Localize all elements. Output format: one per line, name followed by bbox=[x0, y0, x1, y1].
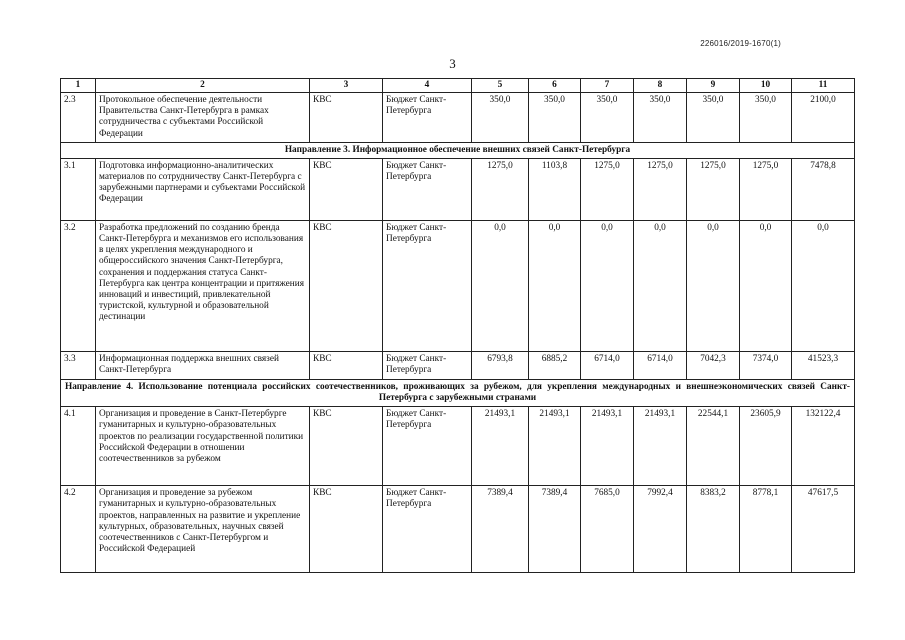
column-header: 9 bbox=[687, 79, 740, 93]
item-executor: КВС bbox=[310, 407, 383, 486]
section-heading-row bbox=[61, 142, 855, 158]
funding-value: 21493,1 bbox=[634, 407, 687, 486]
table-row bbox=[61, 158, 855, 220]
table-row bbox=[61, 351, 855, 379]
funding-value: 21493,1 bbox=[581, 407, 634, 486]
funding-value: 1275,0 bbox=[634, 158, 687, 220]
funding-value: 47617,5 bbox=[792, 486, 855, 573]
funding-value: 6714,0 bbox=[581, 351, 634, 379]
column-header: 7 bbox=[581, 79, 634, 93]
funding-source: Бюджет Санкт-Петербурга bbox=[383, 407, 472, 486]
funding-value: 0,0 bbox=[529, 220, 581, 351]
table-row bbox=[61, 407, 855, 486]
funding-value: 7685,0 bbox=[581, 486, 634, 573]
item-code: 4.1 bbox=[61, 407, 96, 486]
section-heading: Направление 4. Использование потенциала российских соотечественников, проживающих за рубежом, для укрепления международных и внешнеэкономических связей Санкт-Петербурга с зарубежными странами bbox=[61, 379, 855, 406]
item-code: 4.2 bbox=[61, 486, 96, 573]
funding-value: 7389,4 bbox=[529, 486, 581, 573]
funding-value: 7389,4 bbox=[472, 486, 529, 573]
page-number: 3 bbox=[449, 56, 456, 71]
funding-value: 350,0 bbox=[472, 93, 529, 143]
funding-value: 41523,3 bbox=[792, 351, 855, 379]
table-row bbox=[61, 93, 855, 143]
funding-value: 0,0 bbox=[740, 220, 792, 351]
funding-source: Бюджет Санкт-Петербурга bbox=[383, 220, 472, 351]
funding-value: 8778,1 bbox=[740, 486, 792, 573]
section-heading-row bbox=[61, 379, 855, 406]
funding-value: 7992,4 bbox=[634, 486, 687, 573]
item-executor: КВС bbox=[310, 351, 383, 379]
column-header: 3 bbox=[310, 79, 383, 93]
funding-value: 0,0 bbox=[687, 220, 740, 351]
column-header: 2 bbox=[96, 79, 310, 93]
item-executor: КВС bbox=[310, 486, 383, 573]
funding-value: 350,0 bbox=[529, 93, 581, 143]
funding-value: 7042,3 bbox=[687, 351, 740, 379]
item-description: Информационная поддержка внешних связей Санкт-Петербурга bbox=[96, 351, 310, 379]
program-funding-table bbox=[60, 78, 855, 573]
funding-value: 1275,0 bbox=[740, 158, 792, 220]
funding-value: 1275,0 bbox=[687, 158, 740, 220]
funding-value: 7374,0 bbox=[740, 351, 792, 379]
column-number-row bbox=[61, 79, 855, 93]
funding-source: Бюджет Санкт-Петербурга bbox=[383, 351, 472, 379]
funding-value: 8383,2 bbox=[687, 486, 740, 573]
column-header: 1 bbox=[61, 79, 96, 93]
funding-value: 0,0 bbox=[472, 220, 529, 351]
funding-value: 6885,2 bbox=[529, 351, 581, 379]
funding-value: 2100,0 bbox=[792, 93, 855, 143]
funding-value: 1275,0 bbox=[581, 158, 634, 220]
column-header: 10 bbox=[740, 79, 792, 93]
item-description: Организация и проведение в Санкт-Петербурге гуманитарных и культурно-образовательных проектов по реализации государственной политики Российской Федерации в отношении соотечественников за рубежом bbox=[96, 407, 310, 486]
section-heading: Направление 3. Информационное обеспечение внешних связей Санкт-Петербурга bbox=[61, 142, 855, 158]
funding-value: 21493,1 bbox=[472, 407, 529, 486]
funding-value: 350,0 bbox=[687, 93, 740, 143]
item-executor: КВС bbox=[310, 93, 383, 143]
funding-value: 1103,8 bbox=[529, 158, 581, 220]
funding-value: 350,0 bbox=[634, 93, 687, 143]
funding-value: 6793,8 bbox=[472, 351, 529, 379]
column-header: 5 bbox=[472, 79, 529, 93]
funding-value: 132122,4 bbox=[792, 407, 855, 486]
item-description: Протокольное обеспечение деятельности Правительства Санкт-Петербурга в рамках сотрудничества с субъектами Российской Федерации bbox=[96, 93, 310, 143]
funding-source: Бюджет Санкт-Петербурга bbox=[383, 93, 472, 143]
funding-source: Бюджет Санкт-Петербурга bbox=[383, 486, 472, 573]
funding-value: 21493,1 bbox=[529, 407, 581, 486]
table-row bbox=[61, 220, 855, 351]
column-header: 8 bbox=[634, 79, 687, 93]
funding-value: 22544,1 bbox=[687, 407, 740, 486]
column-header: 11 bbox=[792, 79, 855, 93]
item-code: 3.1 bbox=[61, 158, 96, 220]
funding-value: 6714,0 bbox=[634, 351, 687, 379]
funding-value: 0,0 bbox=[634, 220, 687, 351]
item-code: 3.3 bbox=[61, 351, 96, 379]
table-row bbox=[61, 486, 855, 573]
item-executor: КВС bbox=[310, 158, 383, 220]
item-description: Организация и проведение за рубежом гуманитарных и культурно-образовательных проектов, направленных на развитие и укрепление культурных, образовательных, научных связей соотечественников с Санкт-Петербургом и Российской Федерацией bbox=[96, 486, 310, 573]
funding-value: 350,0 bbox=[740, 93, 792, 143]
item-code: 2.3 bbox=[61, 93, 96, 143]
funding-value: 0,0 bbox=[792, 220, 855, 351]
funding-value: 0,0 bbox=[581, 220, 634, 351]
funding-source: Бюджет Санкт-Петербурга bbox=[383, 158, 472, 220]
item-description: Подготовка информационно-аналитических материалов по сотрудничеству Санкт-Петербурга с зарубежными партнерами и субъектами Российской Федерации bbox=[96, 158, 310, 220]
funding-value: 350,0 bbox=[581, 93, 634, 143]
item-description: Разработка предложений по созданию бренда Санкт-Петербурга и механизмов его использования в целях укрепления международного и общероссийского значения Санкт-Петербурга, сохранения и поддержания статуса Санкт-Петербурга как центра концентрации и притяжения инноваций и инвестиций, привлекательной туристской, культурной и образовательной дестинации bbox=[96, 220, 310, 351]
item-code: 3.2 bbox=[61, 220, 96, 351]
document-registration-number: 226016/2019-1670(1) bbox=[700, 39, 781, 48]
column-header: 6 bbox=[529, 79, 581, 93]
funding-value: 23605,9 bbox=[740, 407, 792, 486]
funding-value: 7478,8 bbox=[792, 158, 855, 220]
item-executor: КВС bbox=[310, 220, 383, 351]
column-header: 4 bbox=[383, 79, 472, 93]
funding-value: 1275,0 bbox=[472, 158, 529, 220]
